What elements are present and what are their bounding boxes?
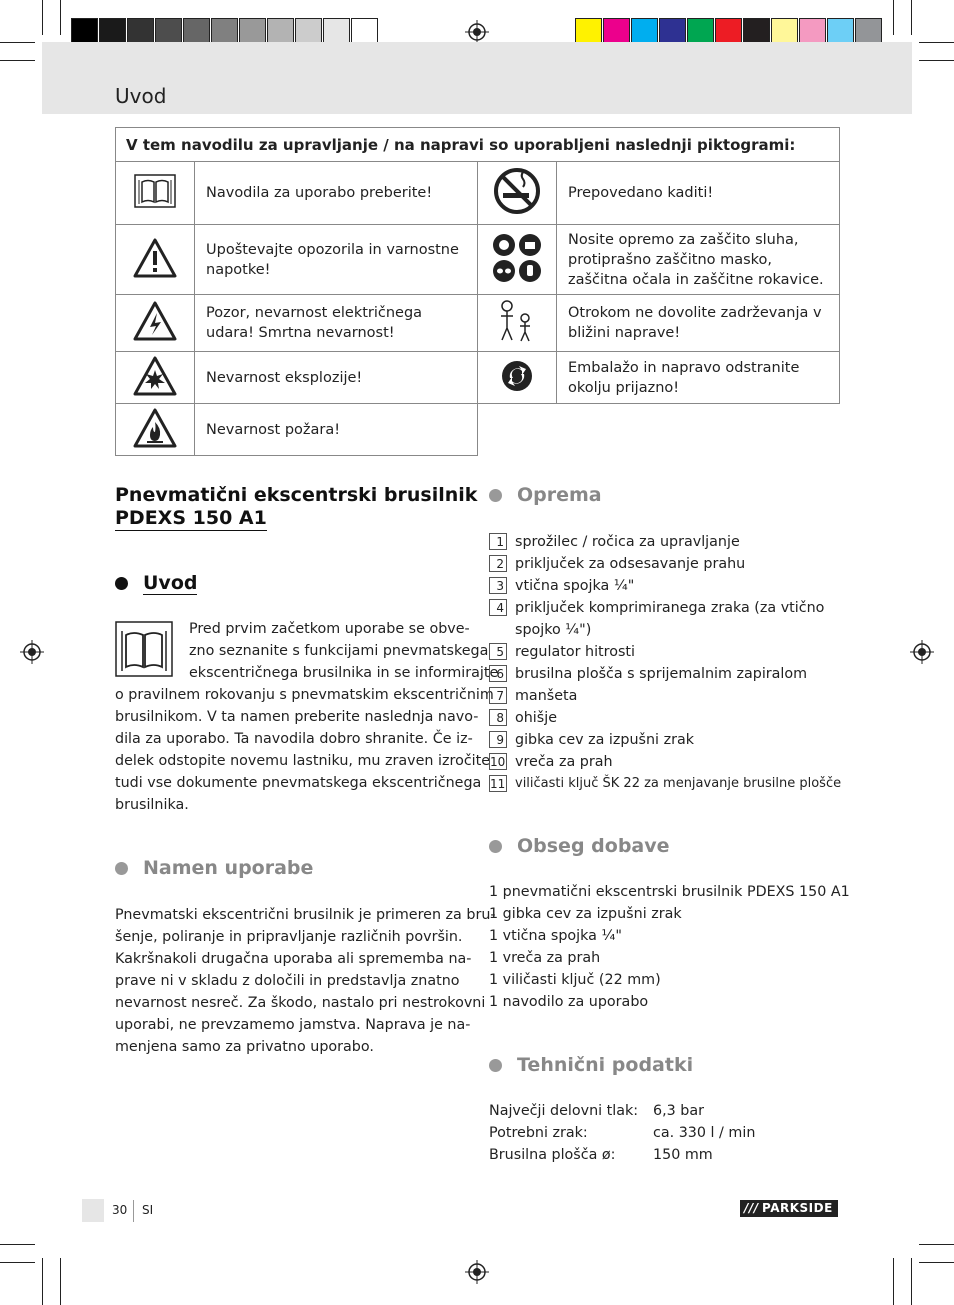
list-item: 2 priključek za odsesavanje prahu (489, 553, 849, 575)
intro-heading: Uvod (115, 572, 197, 595)
electric-shock-icon (116, 295, 195, 352)
crop-mark (60, 0, 61, 35)
fire-icon (116, 404, 195, 456)
pictogram-text: Embalažo in napravo odstranite okolju prijazno! (557, 352, 840, 404)
list-item: 3 vtična spojka ¼" (489, 575, 849, 597)
bullet-icon (115, 862, 128, 875)
crop-mark (893, 1258, 894, 1305)
intro-text-top: Pred prvim začetkom uporabe se obve- zno seznanite s funkcijami pnevmatskega ekscentričnega brusilnika in se informirajte (189, 621, 499, 681)
brand-logo: /// PARKSIDE (740, 1200, 838, 1217)
bullet-icon (489, 840, 502, 853)
pictogram-table (115, 127, 840, 456)
registration-mark-icon (465, 1260, 489, 1284)
crop-mark (60, 1258, 61, 1305)
intended-use-text: Pnevmatski ekscentrični brusilnik je primeren za bru- šenje, poliranje in pripravljanje različnih površin. Kakršnakoli drugačna uporaba ali sprememba na- prave ni v skladu z določili in predstavlja znatno nevarnost nesreč. Za škodo, nastalo pri nestrokovni uporabi, ne prevzamemo jamstva. Naprava je na- menjena samo za privatno uporabo. (115, 907, 496, 1055)
pictogram-text: Nosite opremo za zaščito sluha, protiprašno zaščitno masko, zaščitna očala in zaščitne rokavice. (557, 225, 840, 295)
footer-tab (82, 1199, 104, 1222)
list-item: 1 pnevmatični ekscentrski brusilnik PDEXS 150 A1 (489, 884, 850, 900)
keep-children-away-icon (478, 295, 557, 352)
book-icon (116, 162, 195, 225)
product-title-line1: Pnevmatični ekscentrski brusilnik (115, 484, 478, 506)
product-title-line2: PDEXS 150 A1 (115, 507, 267, 529)
crop-mark (911, 0, 912, 35)
bullet-icon (489, 1059, 502, 1072)
intended-use-heading: Namen uporabe (115, 857, 313, 879)
pictogram-text: Pozor, nevarnost električnega udara! Smrtna nevarnost! (195, 295, 478, 352)
no-smoking-icon (478, 162, 557, 225)
crop-mark (911, 1258, 912, 1305)
table-row: Največji delovni tlak: 6,3 bar (489, 1103, 704, 1119)
crop-mark (919, 42, 954, 43)
list-item: 1 gibka cev za izpušni zrak (489, 906, 682, 922)
scope-heading: Obseg dobave (489, 835, 670, 857)
crop-mark (0, 1262, 35, 1263)
table-row: Potrebni zrak: ca. 330 l / min (489, 1125, 756, 1141)
intro-text-rest: o pravilnem rokovanju s pnevmatskim ekscentričnim brusilnikom. V ta namen preberite naslednja navo- dila za uporabo. Ta navodila dobro shranite. Če iz- delek odstopite novemu lastniku, mu zraven izročite tudi vse dokumente pnevmatskega ekscentričnega brusilnika. (115, 687, 494, 813)
scope-list (489, 881, 850, 1013)
list-item: 1 sprožilec / ročica za upravljanje (489, 531, 849, 553)
list-item: 6 brusilna plošča s sprijemalnim zapiralom (489, 663, 849, 685)
divider (133, 1200, 134, 1222)
crop-mark (0, 1244, 35, 1245)
pictogram-text: Otrokom ne dovolite zadrževanja v bližini naprave! (557, 295, 840, 352)
list-item: 10 vreča za prah (490, 754, 613, 770)
list-item: 11 viličasti ključ ŠK 22 za menjavanje brusilne plošče (490, 776, 842, 791)
crop-mark (919, 1244, 954, 1245)
product-title (115, 484, 477, 530)
bullet-icon (489, 489, 502, 502)
pictogram-text: Nevarnost požara! (195, 404, 478, 456)
pictogram-text: Prepovedano kaditi! (557, 162, 840, 225)
registration-mark-icon (910, 640, 934, 664)
explosion-icon (116, 352, 195, 404)
crop-mark (42, 1258, 43, 1305)
list-item: 4 priključek komprimiranega zraka (za vtično spojko ¼") (489, 597, 849, 641)
tech-heading: Tehnični podatki (489, 1054, 693, 1076)
list-item: 1 navodilo za uporabo (489, 994, 649, 1010)
book-icon (115, 621, 173, 677)
pictogram-text: Upoštevajte opozorila in varnostne napotke! (195, 225, 478, 295)
list-item: 5 regulator hitrosti (489, 641, 849, 663)
pictogram-text: Nevarnost eksplozije! (195, 352, 478, 404)
list-item: 8 ohišje (489, 707, 849, 729)
tech-table (489, 1100, 755, 1166)
page-title: Uvod (115, 84, 167, 108)
crop-mark (919, 60, 954, 61)
crop-mark (0, 42, 35, 43)
page-number: 30 (112, 1203, 128, 1217)
pictogram-table-title: V tem navodilu za upravljanje / na napravi so uporabljeni naslednji piktogrami: (116, 128, 840, 162)
list-item: 1 vreča za prah (489, 950, 601, 966)
warning-icon (116, 225, 195, 295)
list-item: 1 vtična spojka ¼" (489, 928, 622, 944)
bullet-icon (115, 577, 128, 590)
crop-mark (919, 1262, 954, 1263)
recycling-icon (478, 352, 557, 404)
crop-mark (0, 60, 35, 61)
registration-mark-icon (465, 20, 489, 44)
header-band (42, 42, 912, 114)
registration-mark-icon (20, 640, 44, 664)
crop-mark (893, 0, 894, 35)
equipment-heading: Oprema (489, 484, 602, 506)
table-row: Brusilna plošča ø: 150 mm (489, 1147, 713, 1163)
pictogram-text: Navodila za uporabo preberite! (195, 162, 478, 225)
page-language: SI (142, 1203, 154, 1217)
list-item: 1 viličasti ključ (22 mm) (489, 972, 661, 988)
list-item: 7 manšeta (489, 685, 849, 707)
ppe-icon (478, 225, 557, 295)
list-item: 9 gibka cev za izpušni zrak (489, 729, 849, 751)
crop-mark (42, 0, 43, 35)
equipment-list (489, 531, 849, 795)
